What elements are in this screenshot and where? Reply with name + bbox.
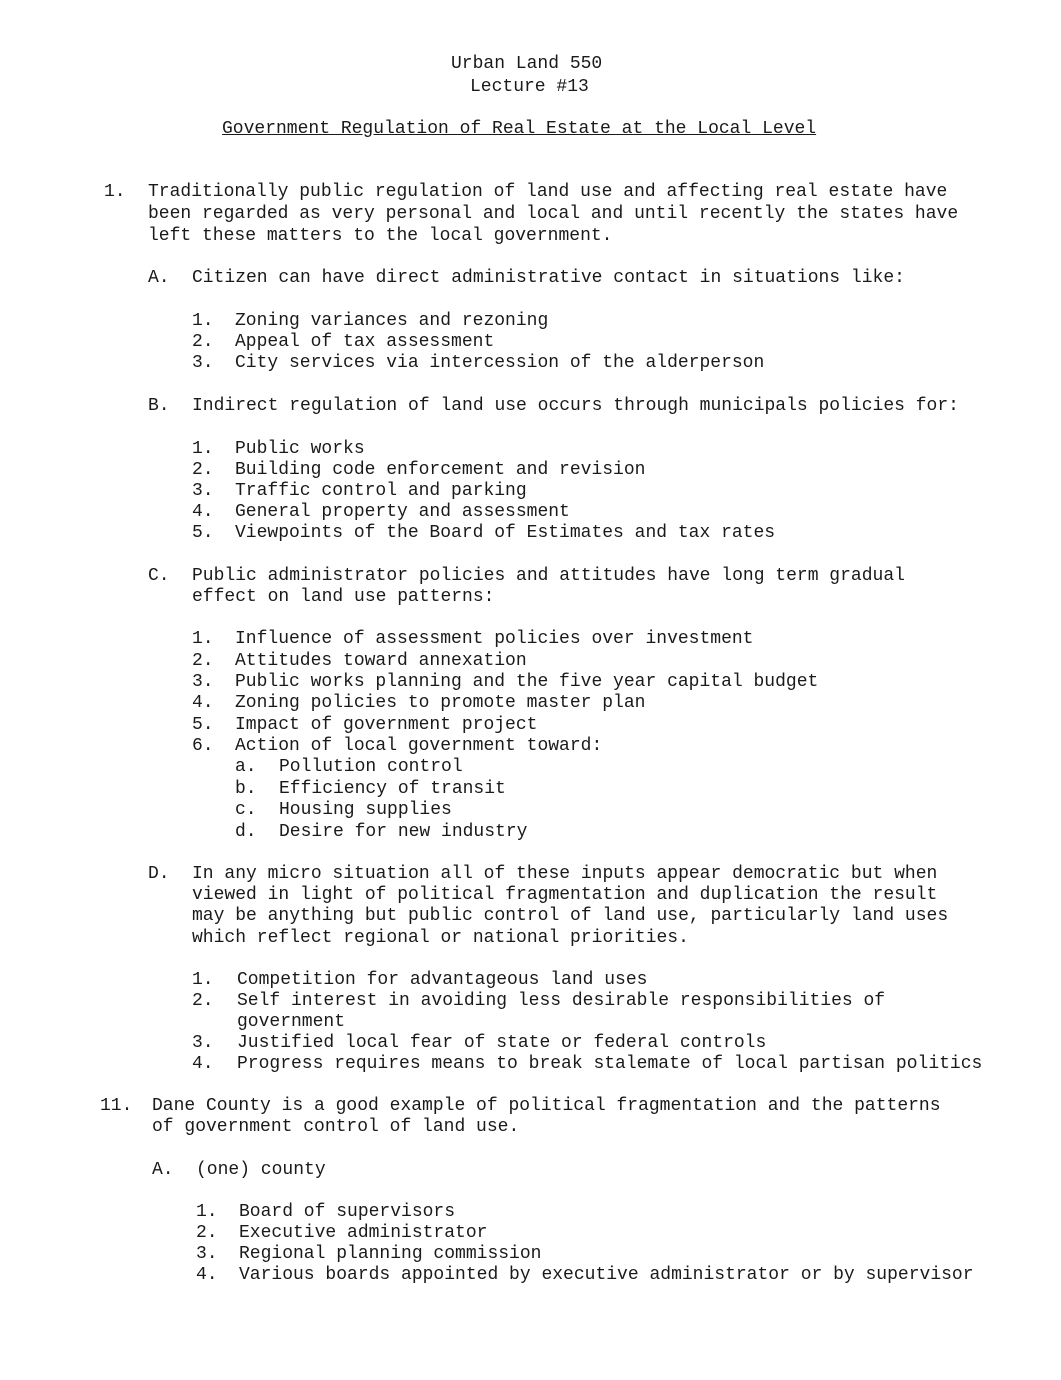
list-item-number: 3. — [196, 1244, 218, 1264]
list-item-number: 2. — [192, 460, 214, 480]
sub-list-item-letter: c. — [235, 800, 257, 820]
section-text-line: been regarded as very personal and local and until recently the states have — [148, 204, 959, 224]
list-item-number: 2. — [192, 991, 214, 1011]
course-title: Urban Land 550 — [451, 54, 603, 74]
list-item-text: Self interest in avoiding less desirable responsibilities of — [237, 991, 886, 1011]
list-item-text: Appeal of tax assessment — [235, 332, 495, 352]
section-number: 1. — [104, 182, 126, 202]
page-title: Government Regulation of Real Estate at the Local Level — [222, 119, 817, 139]
list-item-text: Viewpoints of the Board of Estimates and tax rates — [235, 523, 776, 543]
section-text-line: Dane County is a good example of political fragmentation and the patterns — [152, 1096, 941, 1116]
section-text-line: of government control of land use. — [152, 1117, 520, 1137]
list-item-number: 3. — [192, 353, 214, 373]
subsection-text: Public administrator policies and attitudes have long term gradual — [192, 566, 905, 586]
list-item-number: 1. — [196, 1202, 218, 1222]
section-text-line: Traditionally public regulation of land use and affecting real estate have — [148, 182, 948, 202]
list-item-text: Building code enforcement and revision — [235, 460, 646, 480]
list-item-text: Competition for advantageous land uses — [237, 970, 648, 990]
list-item-number: 3. — [192, 672, 214, 692]
sub-list-item-text: Efficiency of transit — [279, 779, 506, 799]
sub-list-item-letter: b. — [235, 779, 257, 799]
subsection-letter: A. — [152, 1160, 174, 1180]
list-item-text: General property and assessment — [235, 502, 570, 522]
list-item-text: Progress requires means to break stalemate of local partisan politics — [237, 1054, 983, 1074]
section-text-line: left these matters to the local government. — [148, 226, 613, 246]
list-item-text: Impact of government project — [235, 715, 538, 735]
list-item-number: 3. — [192, 481, 214, 501]
list-item-number: 4. — [192, 1054, 214, 1074]
list-item-number: 1. — [192, 970, 214, 990]
list-item-number: 4. — [192, 693, 214, 713]
subsection-text: viewed in light of political fragmentation and duplication the result — [192, 885, 938, 905]
list-item-number: 1. — [192, 311, 214, 331]
list-item-text: Regional planning commission — [239, 1244, 542, 1264]
subsection-text: Citizen can have direct administrative contact in situations like: — [192, 268, 905, 288]
list-item-text: City services via intercession of the alderperson — [235, 353, 765, 373]
sub-list-item-letter: d. — [235, 822, 257, 842]
list-item-text: Justified local fear of state or federal controls — [237, 1033, 767, 1053]
list-item-text: Action of local government toward: — [235, 736, 603, 756]
list-item-number: 4. — [196, 1265, 218, 1285]
sub-list-item-letter: a. — [235, 757, 257, 777]
section-number: 11. — [100, 1096, 133, 1116]
list-item-text: Executive administrator — [239, 1223, 488, 1243]
subsection-letter: D. — [148, 864, 170, 884]
list-item-number: 2. — [192, 332, 214, 352]
list-item-number: 4. — [192, 502, 214, 522]
list-item-text: Attitudes toward annexation — [235, 651, 527, 671]
list-item-text: Zoning policies to promote master plan — [235, 693, 646, 713]
list-item-text: Traffic control and parking — [235, 481, 527, 501]
subsection-text: Indirect regulation of land use occurs through municipals policies for: — [192, 396, 959, 416]
sub-list-item-text: Housing supplies — [279, 800, 452, 820]
list-item-number: 2. — [196, 1223, 218, 1243]
list-item-number: 6. — [192, 736, 214, 756]
list-item-number: 5. — [192, 523, 214, 543]
subsection-text: may be anything but public control of land use, particularly land uses — [192, 906, 949, 926]
list-item-text: Public works — [235, 439, 365, 459]
list-item-text: Zoning variances and rezoning — [235, 311, 549, 331]
list-item-number: 3. — [192, 1033, 214, 1053]
list-item-number: 2. — [192, 651, 214, 671]
list-item-text: Influence of assessment policies over investment — [235, 629, 754, 649]
list-item-text: Public works planning and the five year capital budget — [235, 672, 819, 692]
subsection-text: which reflect regional or national priorities. — [192, 928, 689, 948]
list-item-number: 1. — [192, 629, 214, 649]
subsection-text: (one) county — [196, 1160, 326, 1180]
subsection-text: In any micro situation all of these inputs appear democratic but when — [192, 864, 938, 884]
subsection-letter: C. — [148, 566, 170, 586]
subsection-text: effect on land use patterns: — [192, 587, 495, 607]
list-item-continuation: government — [237, 1012, 346, 1032]
list-item-number: 5. — [192, 715, 214, 735]
subsection-letter: B. — [148, 396, 170, 416]
list-item-text: Various boards appointed by executive administrator or by supervisor — [239, 1265, 974, 1285]
sub-list-item-text: Desire for new industry — [279, 822, 528, 842]
list-item-text: Board of supervisors — [239, 1202, 456, 1222]
sub-list-item-text: Pollution control — [279, 757, 463, 777]
subsection-letter: A. — [148, 268, 170, 288]
lecture-number: Lecture #13 — [470, 77, 589, 97]
list-item-number: 1. — [192, 439, 214, 459]
